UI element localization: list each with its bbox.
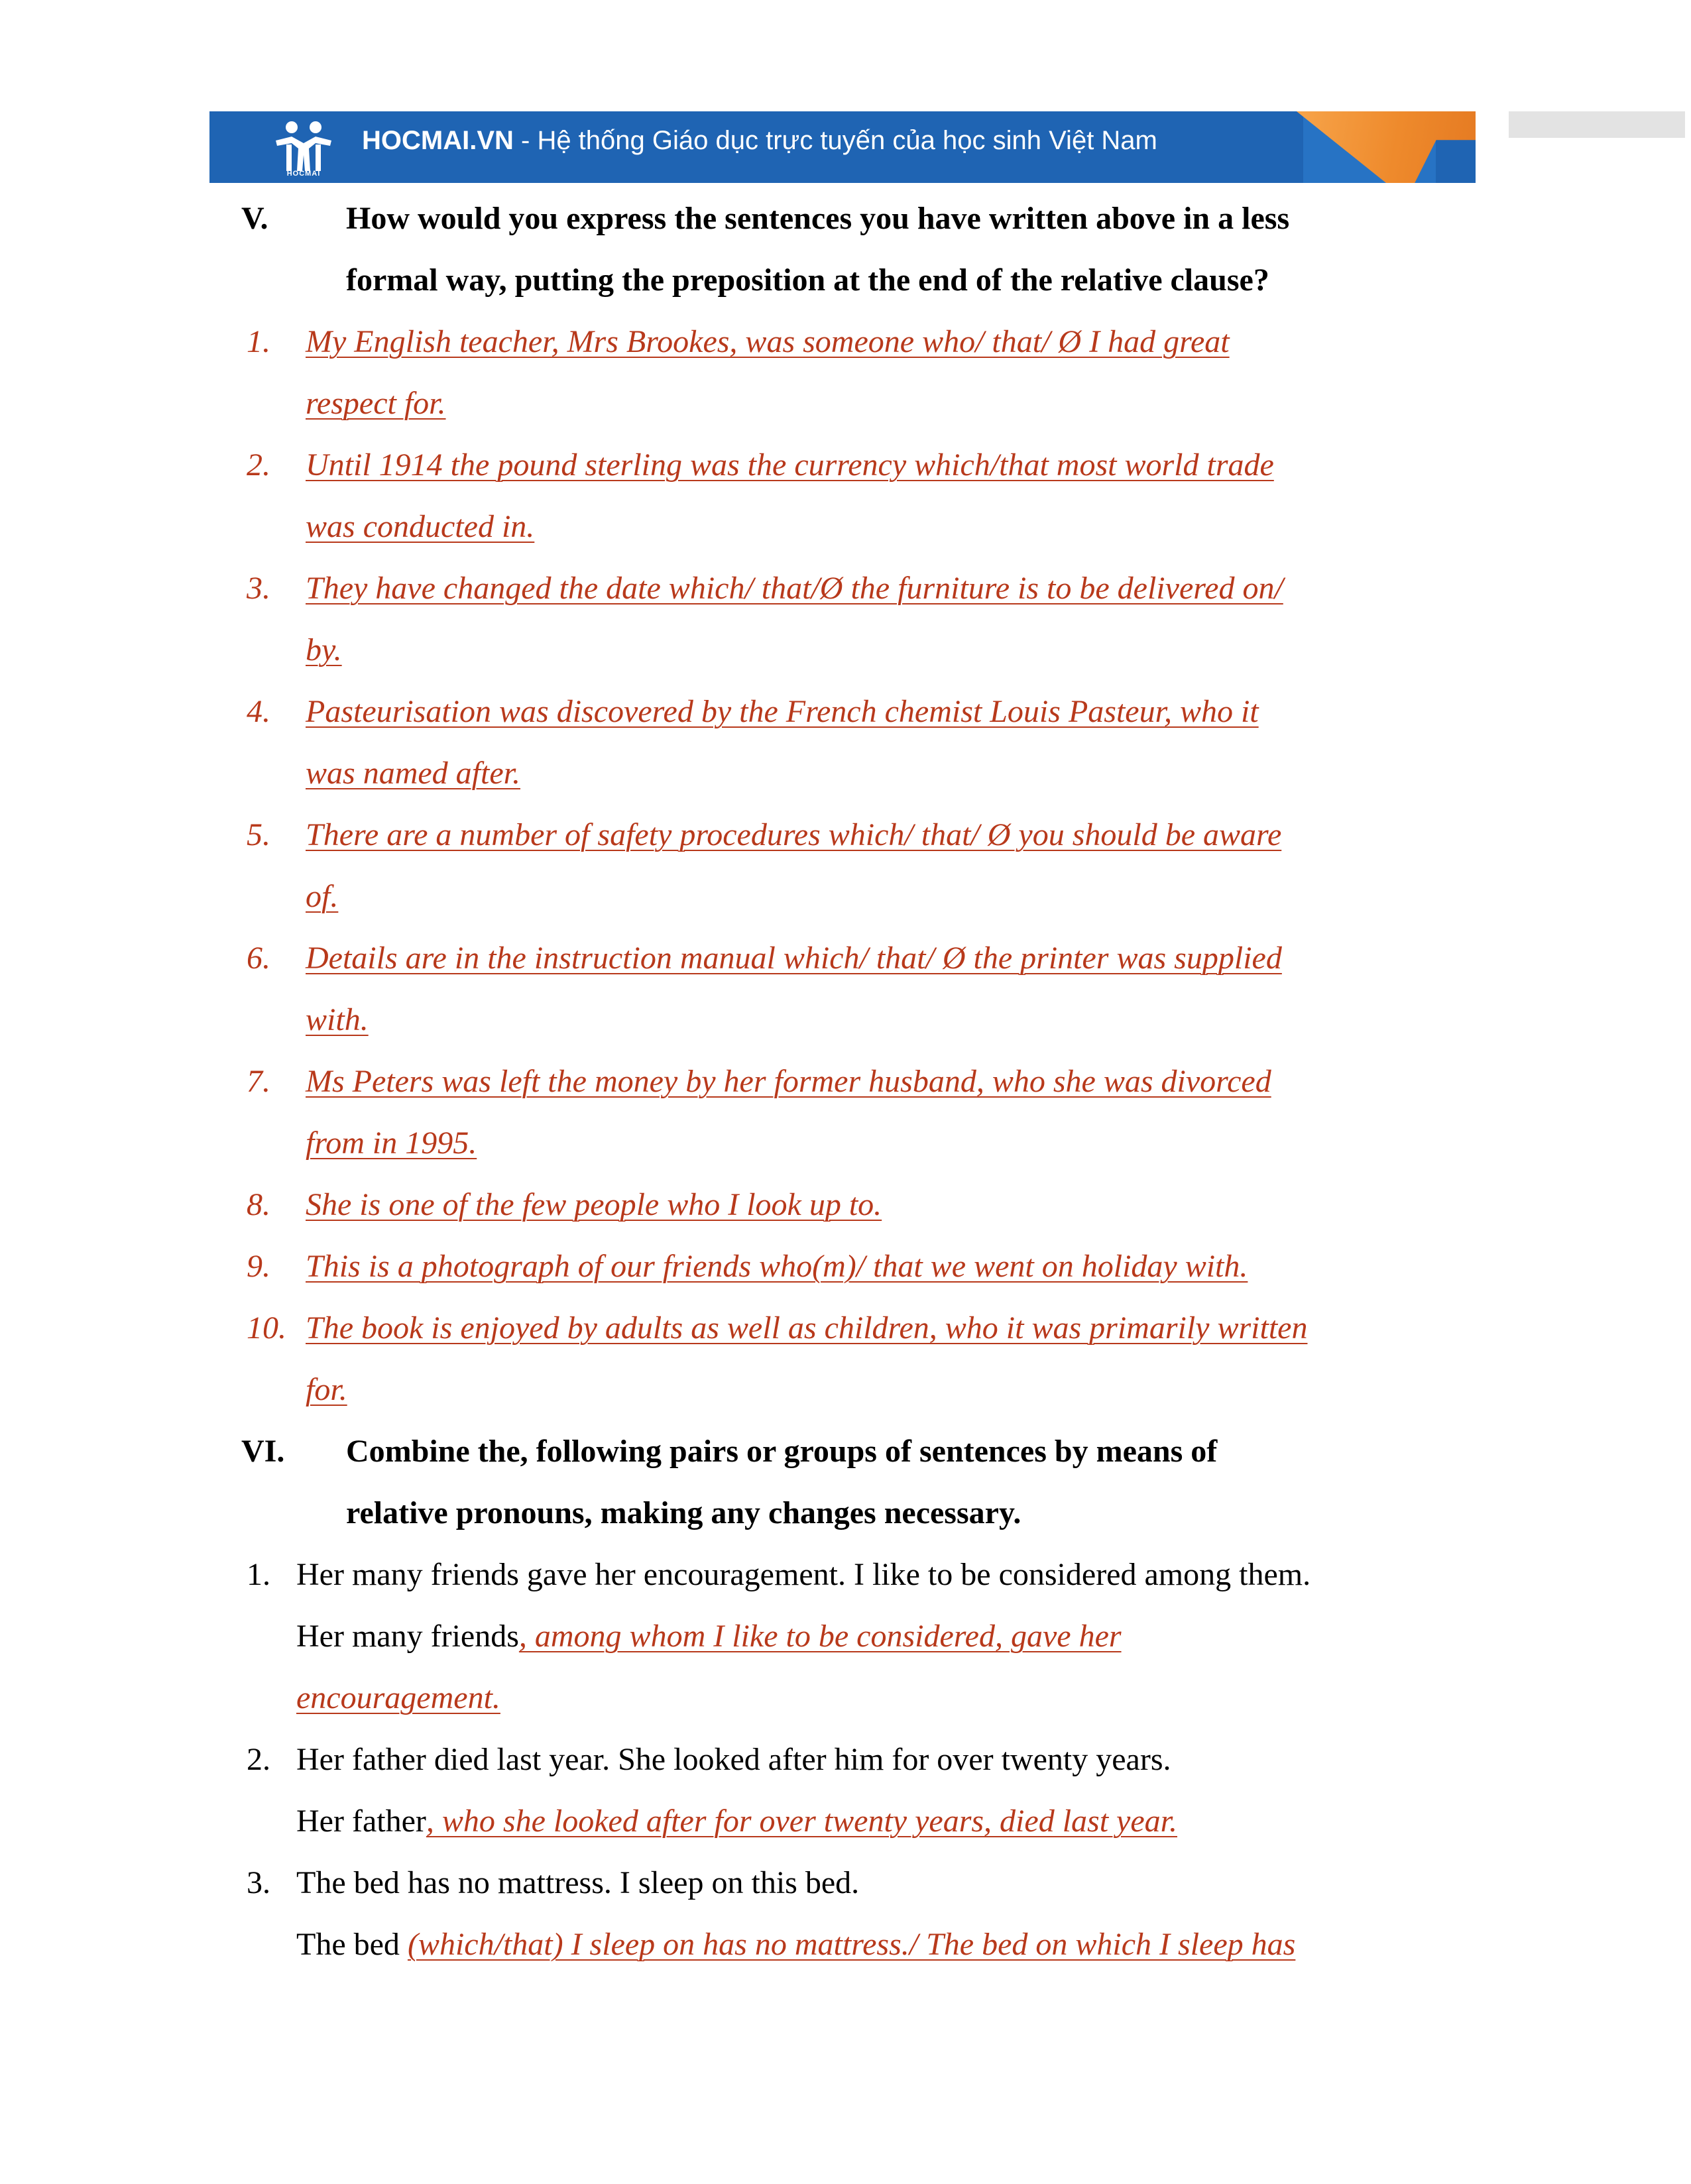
s6-item-1-answer-line1 [296,1617,1122,1656]
s5-item-2-number: 2. [247,447,270,483]
s5-item-5-answer-line1: There are a number of safety procedures which/ that/ Ø you should be aware [306,817,1282,852]
s5-item-2-answer-line2: was conducted in. [306,509,535,544]
s6-item-1-answer-line2: encouragement. [296,1680,500,1715]
logo-caption: HOCMAI [286,170,321,178]
section-5-heading-line2: formal way, putting the preposition at the end of the relative clause? [346,262,1269,298]
s6-item-3-number: 3. [247,1865,270,1900]
section-6-heading-line1: Combine the, following pairs or groups of sentences by means of [346,1434,1218,1469]
s5-item-4-answer-line2: was named after. [306,756,520,791]
s5-item-9-answer-line1: This is a photograph of our friends who(m)/ that we went on holiday with. [306,1249,1248,1284]
s5-item-4-answer-line1: Pasteurisation was discovered by the French chemist Louis Pasteur, who it [306,694,1259,729]
s5-item-3-number: 3. [247,571,270,606]
s6-item-2-answer-text: , who she looked after for over twenty years, died last year. [426,1804,1178,1839]
s5-item-1-answer-line2: respect for. [306,386,446,421]
s6-item-1-answer-text: , among whom I like to be considered, gave her [518,1619,1122,1654]
s6-item-1-number: 1. [247,1557,270,1592]
s5-item-10-answer-line2: for. [306,1372,347,1407]
s5-item-3-answer-line1: They have changed the date which/ that/Ø the furniture is to be delivered on/ [306,571,1283,606]
s5-item-4-number: 4. [247,694,270,729]
s5-item-10-answer-line1: The book is enjoyed by adults as well as children, who it was primarily written [306,1310,1308,1346]
section-5-numeral: V. [241,201,268,236]
s6-item-3-answer-text: (which/that) I sleep on has no mattress./ The bed on which I sleep has [407,1927,1296,1962]
s5-item-3-answer-line2: by. [306,632,342,667]
s5-item-5-number: 5. [247,817,270,852]
header-banner [209,111,1476,183]
s5-item-6-answer-line2: with. [306,1002,369,1037]
s6-item-2-question: Her father died last year. She looked after him for over twenty years. [296,1742,1171,1777]
banner-tagline: - Hệ thống Giáo dục trực tuyến của học sinh Việt Nam [513,126,1157,155]
s6-item-3-question: The bed has no mattress. I sleep on this bed. [296,1865,860,1900]
s5-item-8-number: 8. [247,1187,270,1222]
brand-name: HOCMAI.VN [362,126,514,155]
s6-item-1-question: Her many friends gave her encouragement. I like to be considered among them. [296,1557,1311,1592]
s5-item-7-number: 7. [247,1064,270,1099]
s5-item-7-answer-line1: Ms Peters was left the money by her former husband, who she was divorced [306,1064,1271,1099]
s6-item-2-answer-line1 [296,1802,1177,1841]
s6-item-3-answer-line1 [296,1925,1295,1965]
s5-item-7-answer-line2: from in 1995. [306,1125,477,1161]
s5-item-8-answer-line1: She is one of the few people who I look up to. [306,1187,882,1222]
s5-item-10-number: 10. [247,1310,286,1346]
s5-item-2-answer-line1: Until 1914 the pound sterling was the currency which/that most world trade [306,447,1274,483]
s5-item-6-answer-line1: Details are in the instruction manual which/ that/ Ø the printer was supplied [306,941,1282,976]
section-6-numeral: VI. [241,1434,285,1469]
section-6-heading-line2: relative pronouns, making any changes necessary. [346,1495,1021,1530]
s5-item-5-answer-line2: of. [306,879,339,914]
s5-item-6-number: 6. [247,941,270,976]
s5-item-1-number: 1. [247,324,270,359]
s5-item-1-answer-line1: My English teacher, Mrs Brookes, was someone who/ that/ Ø I had great [306,324,1230,359]
section-5-heading-line1: How would you express the sentences you have written above in a less [346,201,1290,236]
s5-item-9-number: 9. [247,1249,270,1284]
s6-item-2-answer-prefix: Her father [296,1804,426,1839]
banner-title [362,126,1157,156]
banner-gray-strip [1509,111,1685,138]
s6-item-2-number: 2. [247,1742,270,1777]
s6-item-3-answer-prefix: The bed [296,1927,408,1962]
s6-item-1-answer-prefix: Her many friends [296,1619,519,1654]
